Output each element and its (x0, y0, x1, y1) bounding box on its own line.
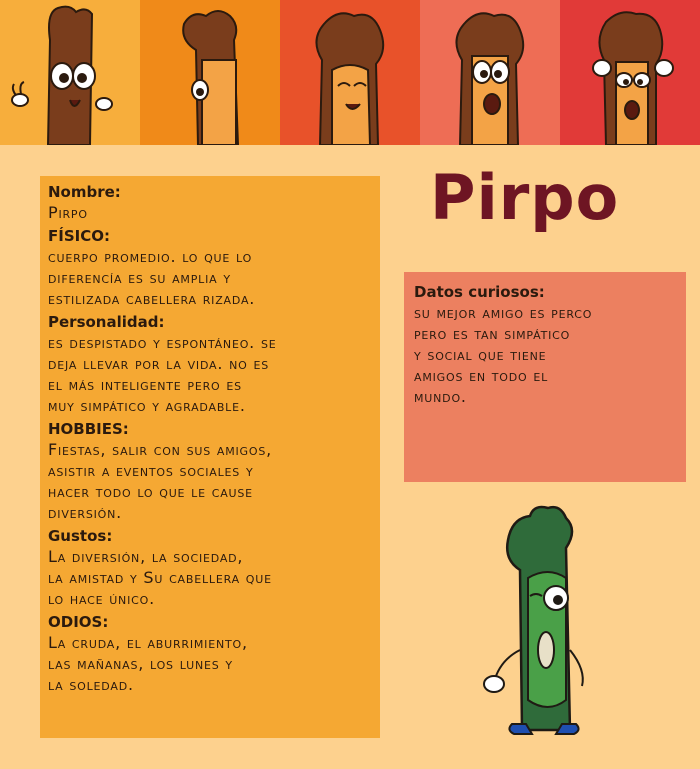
dislikes-value: La cruda, el aburrimiento, las mañanas, los lunes y la soledad. (48, 633, 248, 694)
personality-label: Personalidad: (48, 313, 165, 331)
physical-label: FÍSICO: (48, 227, 110, 245)
hobbies-value: Fiestas, salir con sus amigos, asistir a eventos sociales y hacer todo lo que le cause diversión. (48, 440, 273, 522)
profile-box (40, 176, 380, 738)
expression-panel-1 (0, 0, 140, 145)
personality-value: es despistado y espontáneo. se deja llevar por la vida. no es el más inteligente pero es muy simpático y agradable. (48, 333, 277, 415)
likes-value: La diversión, la sociedad, la amistad y Su cabellera que lo hace único. (48, 547, 272, 608)
expression-panel-5 (560, 0, 700, 145)
expression-panel-2 (140, 0, 280, 145)
curious-facts-box (404, 272, 686, 482)
expression-strip (0, 0, 700, 145)
curious-value: su mejor amigo es perco pero es tan simpático y social que tiene amigos en todo el mundo. (414, 303, 593, 406)
expression-panel-3 (280, 0, 420, 145)
dislikes-label: ODIOS: (48, 613, 109, 631)
hobbies-label: HOBBIES: (48, 420, 129, 438)
name-value: Pirpo (48, 203, 88, 222)
page-title: Pirpo (430, 161, 620, 234)
likes-label: Gustos: (48, 527, 113, 545)
expression-panel-4 (420, 0, 560, 145)
curious-label: Datos curiosos: (414, 283, 545, 301)
name-label: Nombre: (48, 183, 121, 201)
character-illustration (470, 500, 610, 744)
physical-value: cuerpo promedio. lo que lo diferencía es su amplia y estilizada cabellera rizada. (48, 247, 256, 308)
